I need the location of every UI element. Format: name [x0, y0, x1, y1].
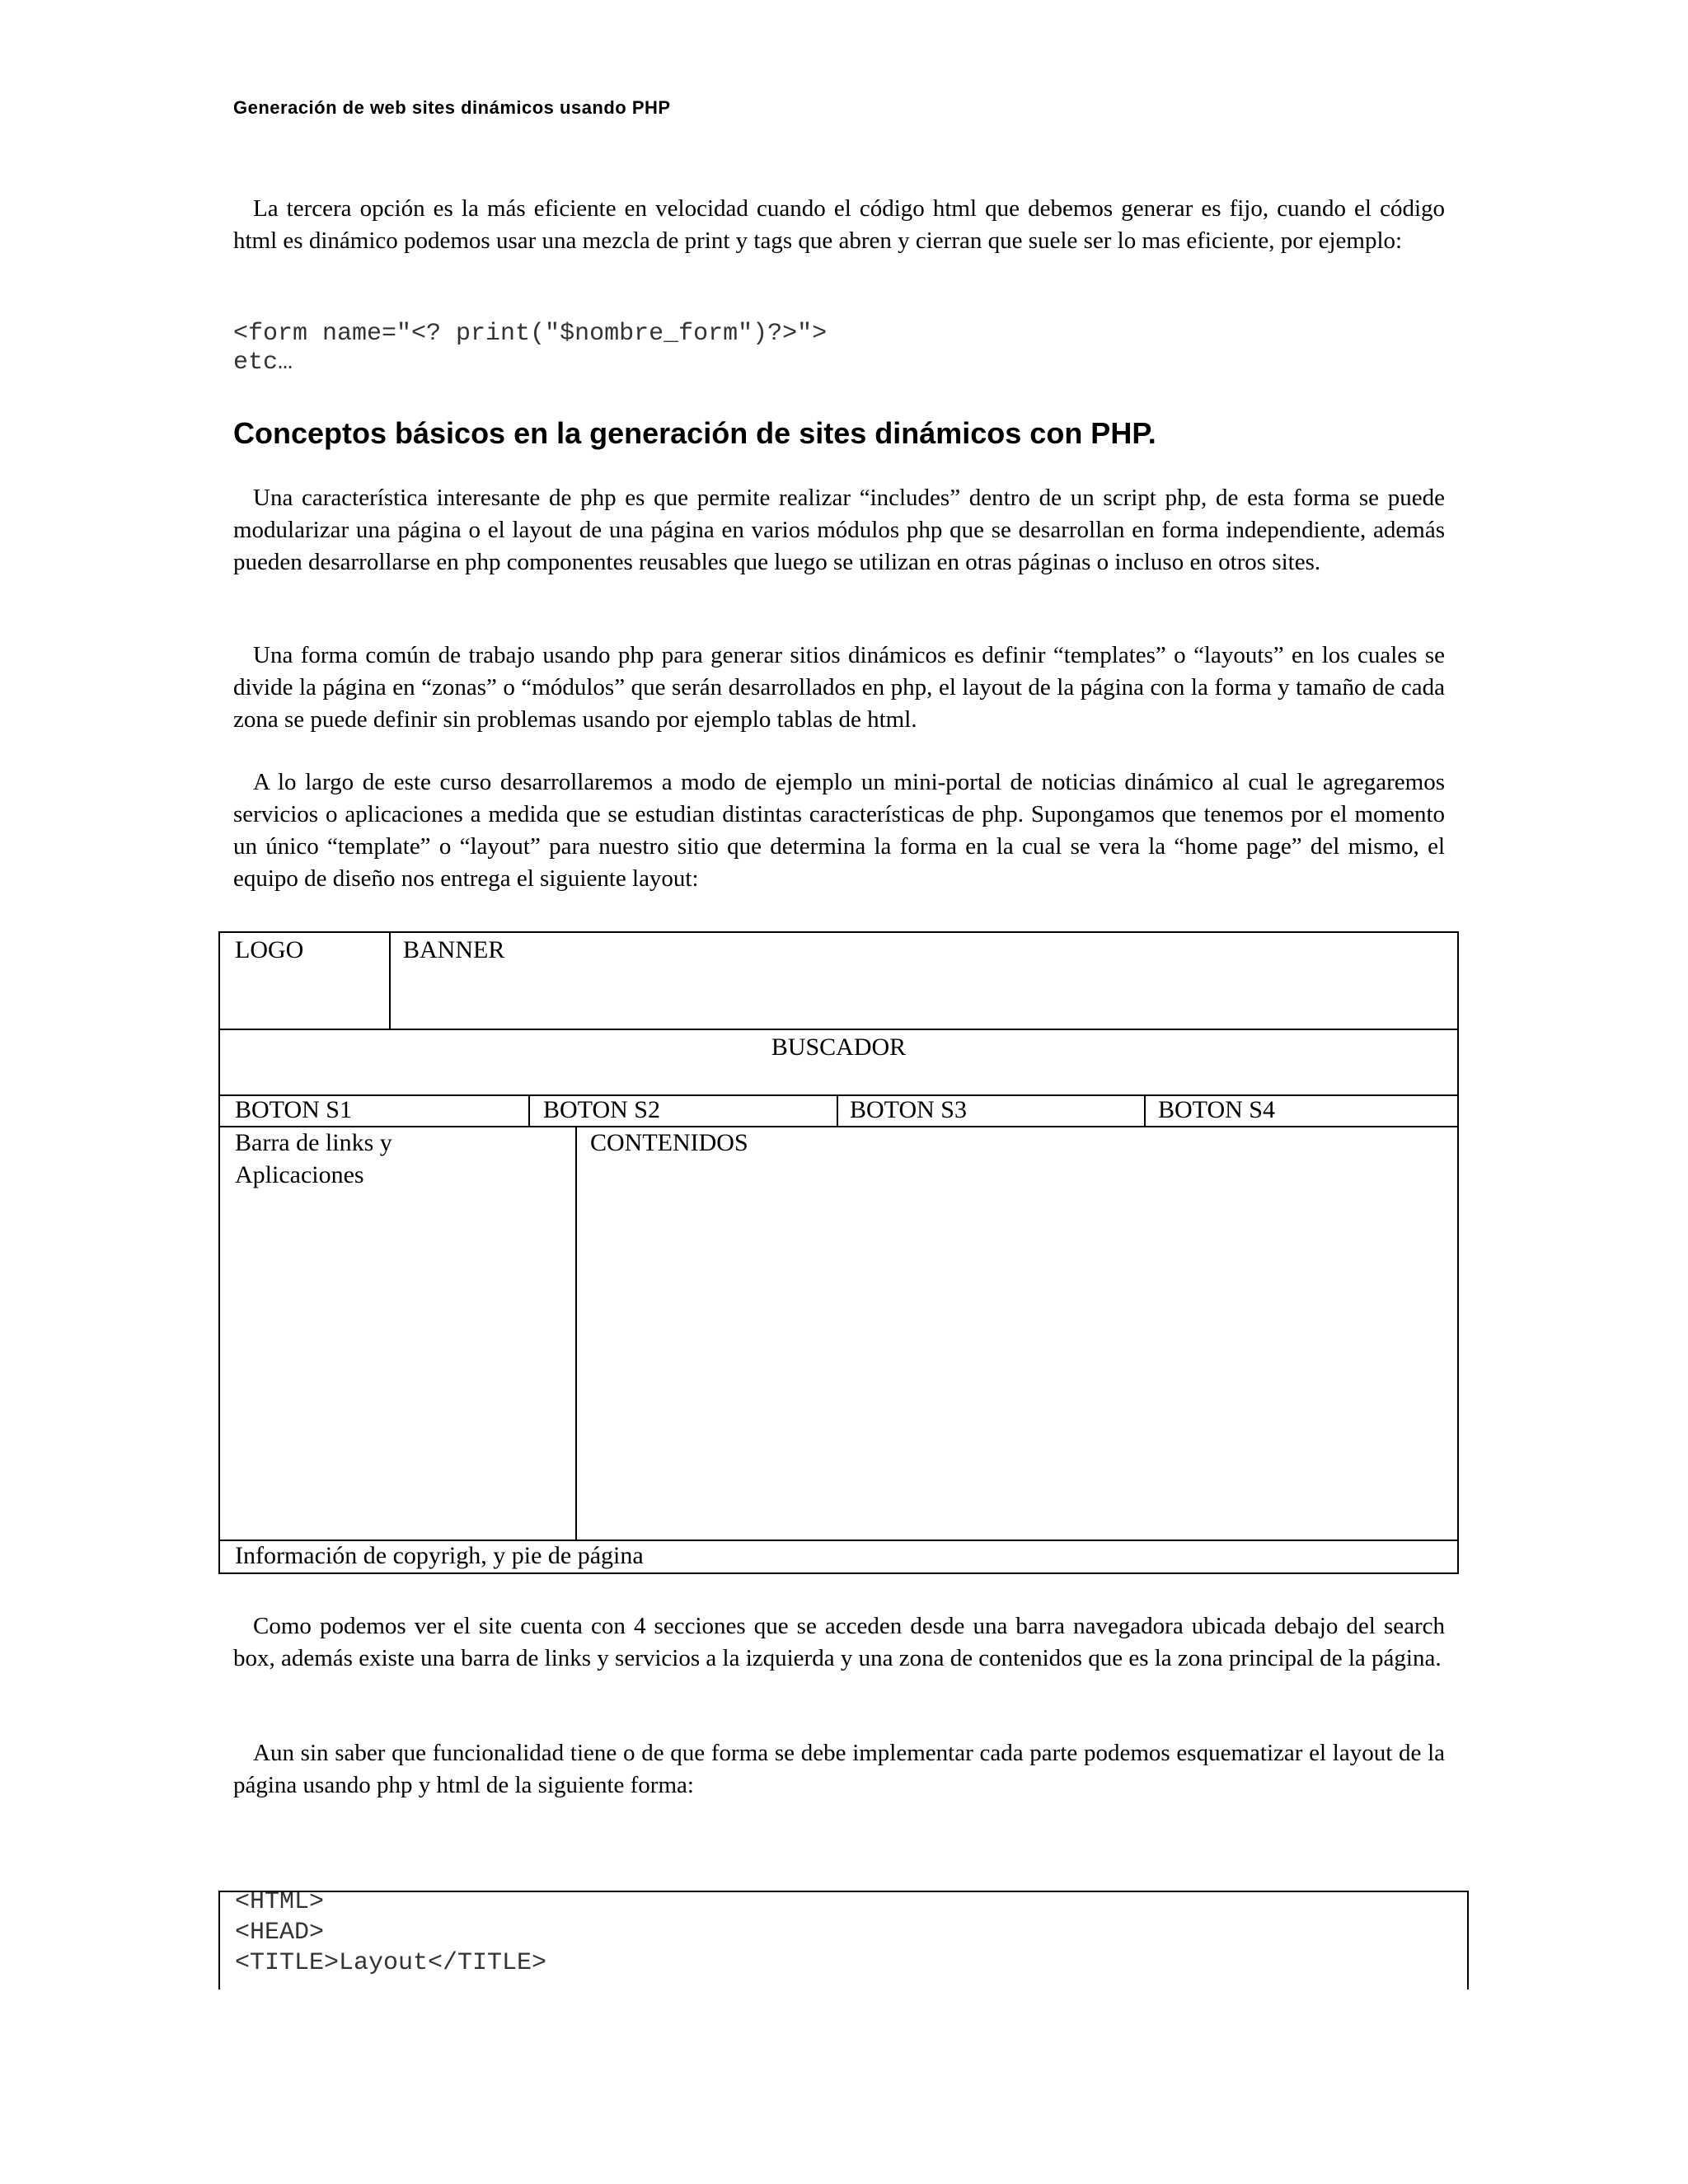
- banner-label: BANNER: [403, 936, 505, 963]
- body-paragraph: A lo largo de este curso desarrollaremos a modo de ejemplo un mini-portal de noticias dinámico al cual le agregaremos servicios o aplicaciones a medida que se estudian distintas características de php. Supongamos que tenemos por el momento un único “template” o “layout” para nuestro sitio que determina la forma en la cual se vera la “home page” del mismo, el equipo de diseño nos entrega el siguiente layout:: [233, 769, 1445, 892]
- divider: [220, 1126, 1457, 1127]
- divider: [389, 933, 391, 1029]
- boton-s2-label: BOTON S2: [543, 1096, 660, 1123]
- sidebar-label: Aplicaciones: [235, 1161, 364, 1188]
- code-line: <HTML>: [235, 1891, 325, 1916]
- code-example: [233, 320, 827, 377]
- body-paragraph: Aun sin saber que funcionalidad tiene o de que forma se debe implementar cada parte podemos esquematizar el layout de la página usando php y html de la siguiente forma:: [233, 1740, 1445, 1798]
- divider: [528, 1094, 530, 1126]
- boton-s1-label: BOTON S1: [235, 1096, 352, 1123]
- logo-label: LOGO: [235, 936, 304, 963]
- code-line: <form name="<? print("$nombre_form")?>">: [233, 320, 828, 348]
- body-paragraph: Una característica interesante de php es que permite realizar “includes” dentro de un script php, de esta forma se puede modularizar una página o el layout de una página en varios módulos php que se desarrollan en forma independiente, además pueden desarrollarse en php componentes reusables que luego se utilizan en otras páginas o incluso en otros sites.: [233, 485, 1445, 575]
- content-label: CONTENIDOS: [590, 1129, 748, 1156]
- divider: [1144, 1094, 1146, 1126]
- buscador-label: BUSCADOR: [771, 1033, 907, 1061]
- code-listing: [218, 1891, 1469, 1990]
- footer-label: Información de copyrigh, y pie de página: [235, 1542, 644, 1569]
- intro-paragraph: La tercera opción es la más eficiente en velocidad cuando el código html que debemos generar es fijo, cuando el código html es dinámico podemos usar una mezcla de print y tags que abren y cierran que suele ser lo mas eficiente, por ejemplo:: [233, 195, 1445, 254]
- sidebar-label: Barra de links y: [235, 1129, 392, 1156]
- boton-s4-label: BOTON S4: [1158, 1096, 1275, 1123]
- section-heading: Conceptos básicos en la generación de sites dinámicos con PHP.: [233, 416, 1156, 450]
- divider: [220, 1029, 1457, 1030]
- code-line: <TITLE>Layout</TITLE>: [235, 1949, 547, 1977]
- boton-s3-label: BOTON S3: [850, 1096, 967, 1123]
- code-line: <HEAD>: [235, 1919, 325, 1947]
- layout-diagram: [218, 931, 1459, 1574]
- running-header: Generación de web sites dinámicos usando PHP: [233, 97, 671, 118]
- divider: [837, 1094, 838, 1126]
- code-line: etc…: [233, 349, 293, 377]
- divider: [575, 1126, 577, 1540]
- body-paragraph: Una forma común de trabajo usando php para generar sitios dinámicos es definir “templates” o “layouts” en los cuales se divide la página en “zonas” o “módulos” que serán desarrollados en php, el layout de la página con la forma y tamaño de cada zona se puede definir sin problemas usando por ejemplo tablas de html.: [233, 642, 1445, 733]
- body-paragraph: Como podemos ver el site cuenta con 4 secciones que se acceden desde una barra navegadora ubicada debajo del search box, además existe una barra de links y servicios a la izquierda y una zona de contenidos que es la zona principal de la página.: [233, 1613, 1445, 1671]
